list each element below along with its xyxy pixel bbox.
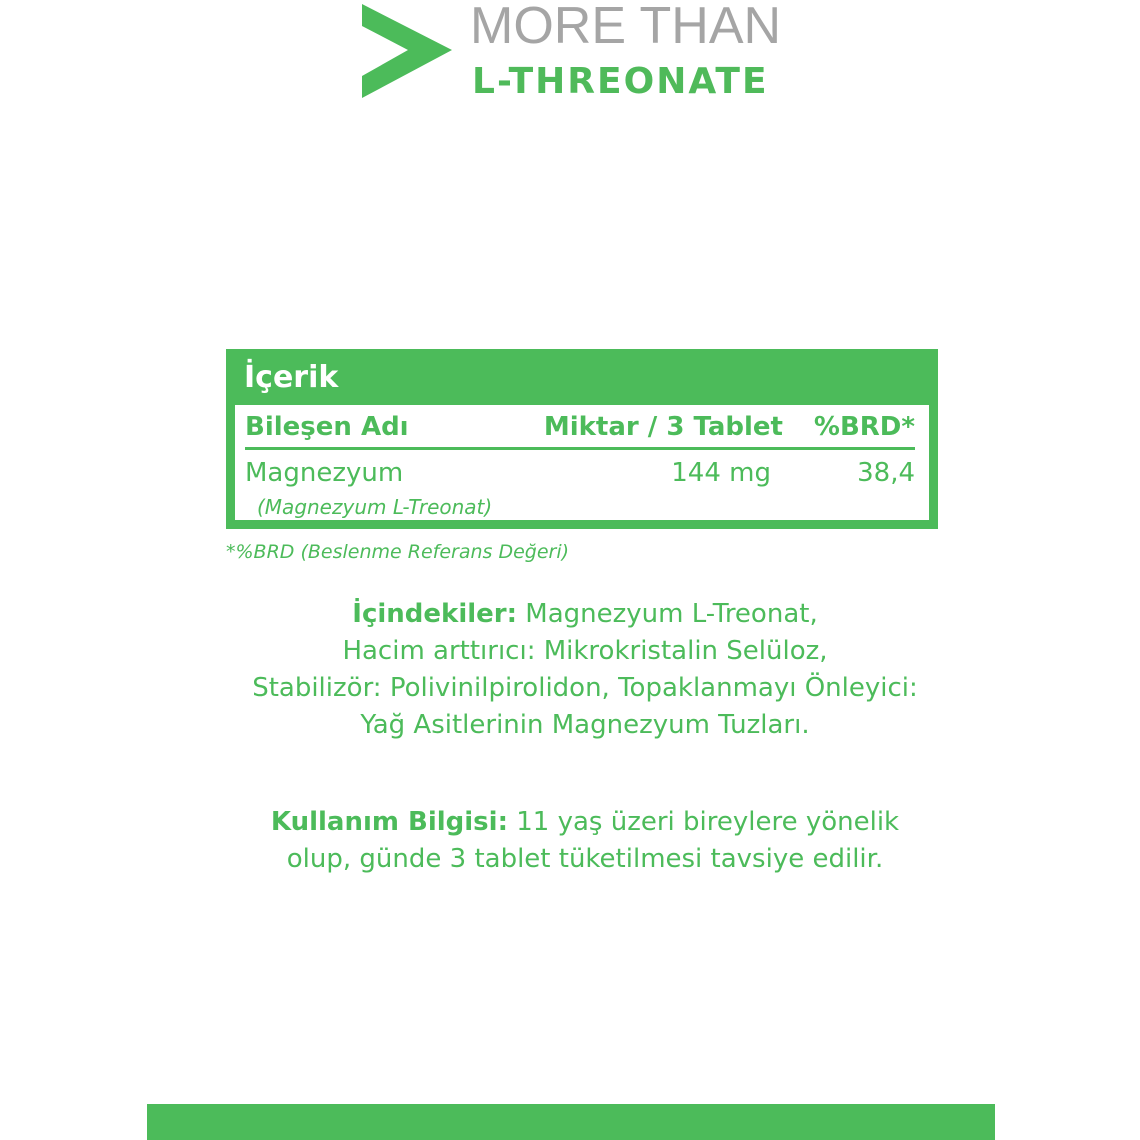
ingredients-line: Magnezyum L-Treonat, xyxy=(517,599,818,629)
bottom-green-bar xyxy=(147,1104,995,1140)
brand-line-2: L-THREONATE xyxy=(472,61,769,102)
panel-title: İçerik xyxy=(244,360,339,395)
brd-footnote: *%BRD (Beslenme Referans Değeri) xyxy=(226,541,570,563)
header-divider xyxy=(245,447,915,450)
header-component-name: Bileşen Adı xyxy=(245,412,409,442)
row-amount: 144 mg xyxy=(671,458,771,488)
header-brd: %BRD* xyxy=(813,412,915,442)
contents-table xyxy=(235,405,929,520)
contents-panel xyxy=(226,349,938,529)
usage-line: 11 yaş üzeri bireylere yönelik xyxy=(507,807,900,837)
ingredients-line: Hacim arttırıcı: Mikrokristalin Selüloz, xyxy=(342,636,828,666)
usage-line: olup, günde 3 tablet tüketilmesi tavsiye edilir. xyxy=(286,844,884,874)
ingredients-line: Stabilizör: Polivinilpirolidon, Topaklanmayı Önleyici: xyxy=(252,673,918,703)
usage-label: Kullanım Bilgisi: xyxy=(270,807,508,837)
brand-line-1: MORE THAN xyxy=(470,0,782,55)
ingredients-line: Yağ Asitlerinin Magnezyum Tuzları. xyxy=(360,710,810,740)
header-amount: Miktar / 3 Tablet xyxy=(543,412,783,442)
ingredients-label: İçindekiler: xyxy=(352,599,518,629)
chevron-right-icon xyxy=(362,4,452,98)
usage-paragraph xyxy=(150,804,1020,878)
row-brd: 38,4 xyxy=(857,458,915,488)
ingredients-paragraph xyxy=(150,596,1020,744)
row-subname: (Magnezyum L-Treonat) xyxy=(257,495,493,519)
row-name: Magnezyum xyxy=(245,458,404,488)
